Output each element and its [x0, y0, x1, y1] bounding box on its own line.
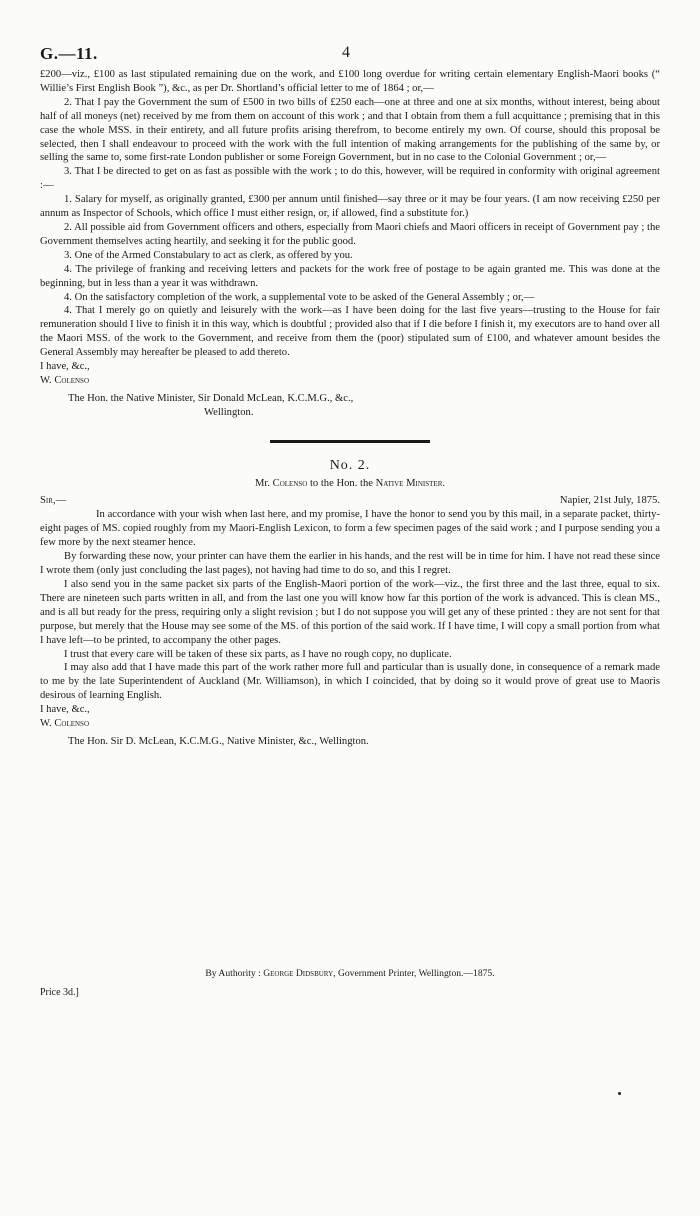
letter2-paragraph: In accordance with your wish when last here, and my promise, I have the honor to send you by this mail, in a separate packet, thirty-eight pages of MS. copied roughly from my Maori-English Lexicon, to form a few specimen pages of the said work ; and I purpose sending you a few more by the next steamer hence. — [40, 509, 660, 549]
letter2-heading: No. 2. — [329, 457, 371, 473]
letter1-paragraph: 4. The privilege of franking and receiving letters and packets for the work free of postage to be again granted me. This was done at the beginning, but in less than a year it was withdrawn. — [40, 263, 660, 289]
letter-date: Napier, 21st July, 1875. — [559, 495, 660, 507]
letter2-paragraph: I may also add that I have made this part of the work rather more full and particular than is usually done, in consequence of a remark made to me by the late Superintendent of Auckland (Mr. Williamson), in which I coincided, that by doing so it would prove of great use to Maoris desirous of learning English. — [40, 662, 660, 702]
signature-name: Colenso — [54, 718, 90, 730]
signature-initial: W. — [40, 718, 55, 730]
letter2-from-to — [40, 477, 660, 491]
from-prefix: Mr. — [254, 477, 273, 489]
letter1-address-city: Wellington. — [204, 406, 254, 418]
letter1-paragraph: 3. That I be directed to get on as fast as possible with the work ; to do this, however, will be required in conformity with original agreement :— — [40, 166, 660, 192]
authority-suffix: , Government Printer, Wellington.—1875. — [333, 968, 495, 979]
authority-prefix: By Authority : — [205, 968, 264, 979]
letter1-paragraph: 2. All possible aid from Government officers and others, especially from Maori chiefs and Maori officers in receipt of Government pay ; the Government themselves acting heartily, and seeking it for the public good. — [40, 221, 660, 247]
letter1-paragraph: 4. That I merely go on quietly and leisurely with the work—as I have been doing for the last five years—trusting to the House for fair remuneration should I live to finish it in this way, which is doubtful ; provided also that if I die before I finish it, my executors are to hand over all the Maori MSS. of the work to the Government, and receive from them the (poor) stipulated sum of £100, and whatever amount besides the General Assembly may hereafter be pleased to add thereto. — [40, 305, 660, 359]
to-suffix: . — [442, 477, 446, 489]
letter1-signature — [40, 374, 660, 388]
document-body — [40, 68, 660, 749]
letter1-paragraph: 1. Salary for myself, as originally granted, £300 per annum until finished—say three or it may be four years. (I am now receiving £250 per annum as Inspector of Schools, which office I must either resign, or, if allowed, find a substitute for.) — [40, 194, 660, 220]
letter2-paragraph: I trust that every care will be taken of these six parts, as I have no rough copy, no duplicate. — [64, 648, 452, 660]
ink-speck — [618, 1092, 621, 1095]
letter2-closing: I have, &c., — [40, 704, 90, 716]
page-header — [40, 44, 660, 66]
letter1-paragraph: £200—viz., £100 as last stipulated remaining due on the work, and £100 long overdue for writing certain elementary English-Maori books (“ Willie’s First English Book ”), &c., as per Dr. Shortland’s official letter to me of 1864 ; or,— — [40, 69, 660, 94]
to-prefix: to the Hon. the — [307, 477, 376, 489]
letter1-paragraph: 3. One of the Armed Constabulary to act as clerk, as offered by you. — [64, 249, 353, 261]
letter2-signature — [40, 717, 660, 731]
price-label: Price 3d.] — [40, 987, 79, 998]
from-name: Colenso — [272, 477, 308, 489]
letter1-paragraph: 2. That I pay the Government the sum of £500 in two bills of £250 each—one at three and one at six months, without interest, being about half of all moneys (net) received by me from them on account of this work ; and that I obtain from them a full acquittance ; premising that in this case the whole MSS. in their entirety, and all future profits arising therefrom, to become entirely my own. Of course, should this proposal be selected, then I shall endeavour to proceed with the work with the full intention of making arrangements for the publishing of the same by, or selling the same to, some first-rate London publisher or some Foreign Government, but in no case to the Colonial Government ; or,— — [40, 96, 660, 164]
to-name: Native Minister — [375, 477, 443, 489]
page-number: 4 — [342, 44, 350, 61]
signature-initial: W. — [40, 374, 55, 386]
letter2-paragraph: I also send you in the same packet six parts of the English-Maori portion of the work—viz., the first three and the last three, equal to six. There are nineteen such parts written in all, and from the last one you will know how far this portion of the work is advanced. This is clean MS., and is all but ready for the press, requiring only a slight revision ; but I do not suppose you will get any of these printed : they are not sent for that purpose, but merely that the House may see some of the MS. of this portion of the said work. If I have time, I will copy a small portion from what I have left—to be printed, to accompany the other pages. — [40, 579, 660, 646]
printer-name: George Didsbury — [263, 968, 334, 979]
salutation: Sir,— — [40, 495, 67, 507]
signature-name: Colenso — [54, 374, 90, 386]
printer-imprint — [0, 968, 700, 979]
letter1-address: The Hon. the Native Minister, Sir Donald McLean, K.C.M.G., &c., — [68, 392, 354, 404]
salutation-row — [40, 494, 660, 508]
letter2-paragraph: By forwarding these now, your printer can have them the earlier in his hands, and the rest will be in time for him. I have not read these since I wrote them (only just concluding the last pages), not having had time to do so, and this I regret. — [40, 551, 660, 577]
letter1-paragraph: 4. On the satisfactory completion of the work, a supplemental vote to be asked of the General Assembly ; or,— — [64, 291, 535, 303]
letter2-address: The Hon. Sir D. McLean, K.C.M.G., Native Minister, &c., Wellington. — [68, 735, 369, 747]
document-code: G.—11. — [40, 44, 98, 63]
letter1-closing: I have, &c., — [40, 361, 90, 373]
section-divider — [270, 440, 430, 443]
